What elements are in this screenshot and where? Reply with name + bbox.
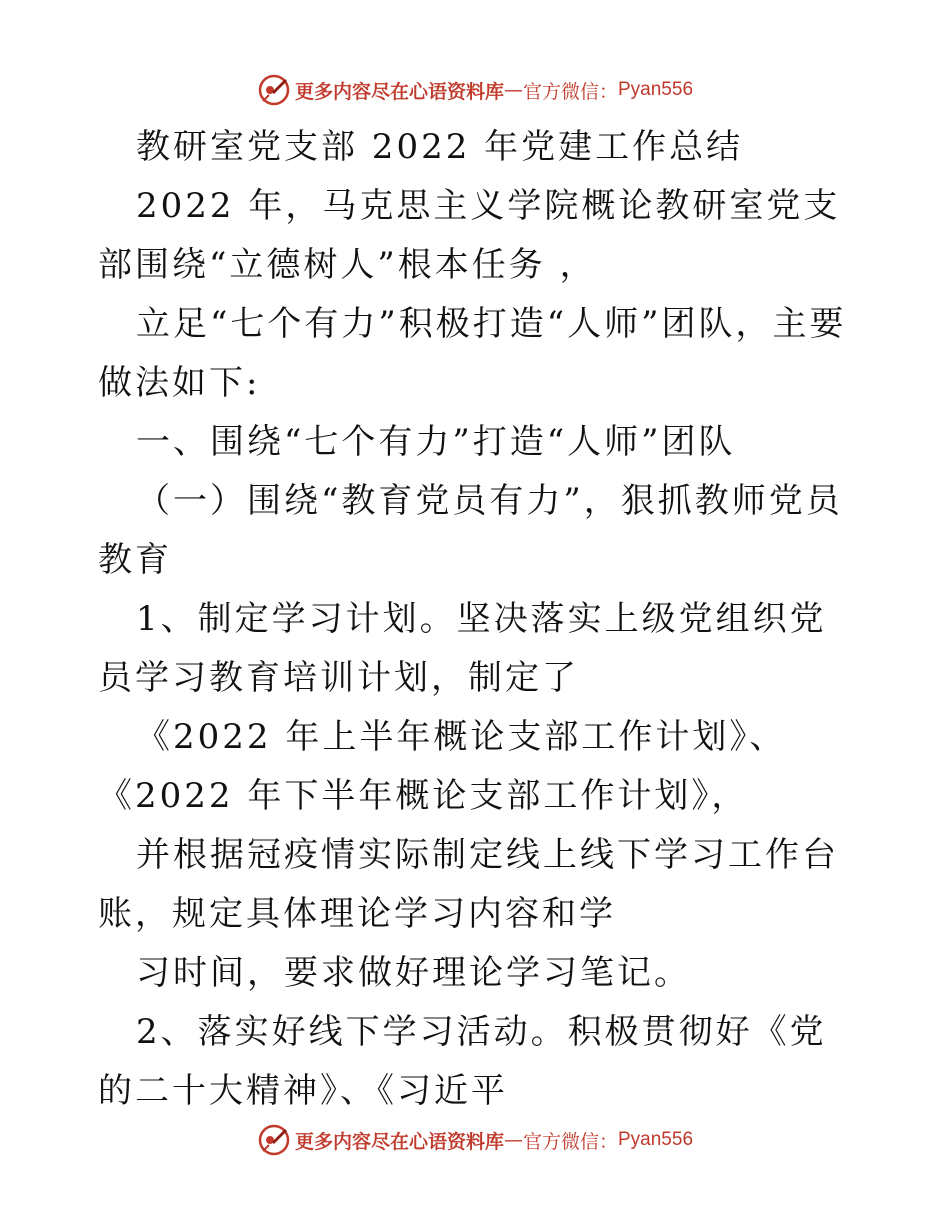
subsection-heading: （一）围绕“教育党员有力”，狠抓教师党员教育	[98, 481, 843, 580]
paragraph: 习时间，要求做好理论学习笔记。	[136, 953, 691, 993]
watermark-dash: —	[503, 1129, 523, 1151]
watermark-label: 官方微信：	[522, 1130, 618, 1153]
watermark-brand: 更多内容尽在心语资料库	[294, 80, 504, 103]
watermark-header	[0, 70, 950, 110]
section-heading: 一、围绕“七个有力”打造“人师”团队	[136, 422, 736, 462]
paragraph: 立足“七个有力”积极打造“人师”团队，主要做法如下:	[98, 304, 847, 403]
paragraph-title: 教研室党支部 2022 年党建工作总结	[136, 127, 744, 167]
watermark-footer	[0, 1120, 950, 1160]
watermark-wechat: Pyan556	[618, 79, 694, 100]
paragraph: 1、制定学习计划。坚决落实上级党组织党员学习教育培训计划，制定了	[98, 599, 827, 698]
pen-logo-icon	[257, 73, 291, 107]
paragraph: 并根据冠疫情实际制定线上线下学习工作台账，规定具体理论学习内容和学	[98, 835, 839, 934]
watermark-label: 官方微信：	[522, 80, 618, 103]
watermark-wechat: Pyan556	[618, 1129, 694, 1150]
paragraph: 2022 年，马克思主义学院概论教研室党支部围绕“立德树人”根本任务 ，	[98, 186, 841, 285]
watermark-brand: 更多内容尽在心语资料库	[294, 1130, 504, 1153]
document-body	[98, 118, 858, 1121]
paragraph: 《2022 年上半年概论支部工作计划》、《2022 年下半年概论支部工作计划》，	[98, 717, 787, 816]
pen-logo-icon	[257, 1123, 291, 1157]
watermark-dash: —	[503, 79, 523, 101]
paragraph: 2、落实好线下学习活动。积极贯彻好《党的二十大精神》、《习近平	[98, 1012, 827, 1111]
